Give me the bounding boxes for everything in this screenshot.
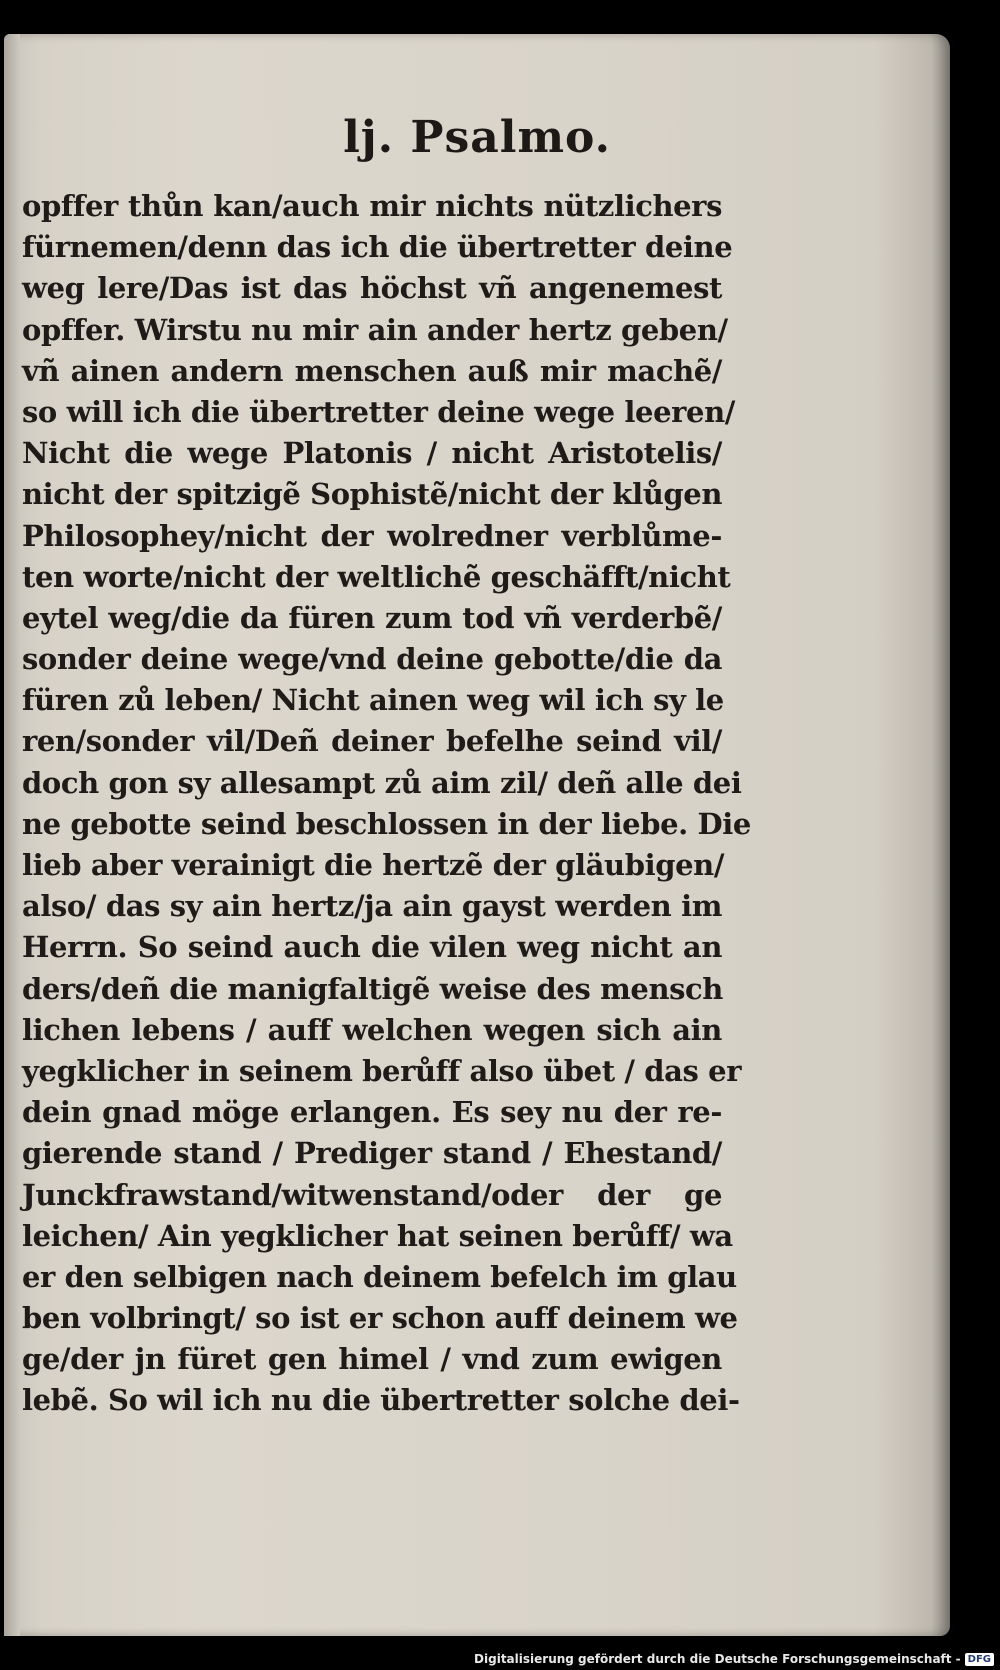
text-line: füren zů leben/ Nicht ainen weg wil ich sy le — [22, 683, 724, 718]
text-line: so will ich die übertretter deine wege leeren/ — [22, 394, 735, 429]
funding-text: Digitalisierung gefördert durch die Deutsche Forschungsgemeinschaft - — [474, 1652, 961, 1666]
text-line: weg lere/Das ist das höchst vñ angenemest — [22, 271, 722, 306]
text-line: Nicht die wege Platonis / nicht Aristotelis/ — [22, 436, 722, 471]
page-header: lj. Psalmo. — [343, 112, 611, 163]
text-line: sonder deine wege/vnd deine gebotte/die da — [22, 642, 722, 677]
text-line: fürnemen/denn das ich die übertretter deine — [22, 230, 733, 265]
page-binding-edge — [4, 34, 20, 1636]
text-line: er den selbigen nach deinem befelch im glau — [22, 1259, 737, 1294]
text-line: eytel weg/die da füren zum tod vñ verderbẽ/ — [22, 600, 722, 635]
text-line: nicht der spitzigẽ Sophistẽ/nicht der klůgen — [22, 477, 723, 512]
text-line: dein gnad möge erlangen. Es sey nu der re- — [22, 1095, 722, 1130]
text-line: lieb aber verainigt die hertzẽ der gläubigen/ — [22, 848, 725, 882]
text-line: ne gebotte seind beschlossen in der liebe. Die — [22, 806, 751, 841]
funding-credit — [474, 1652, 994, 1666]
text-line: also/ das sy ain hertz/ja ain gayst werden im — [22, 889, 722, 924]
text-line: vñ ainen andern menschen auß mir machẽ/ — [22, 353, 722, 388]
text-line: ren/sonder vil/Deñ deiner befelhe seind vil/ — [22, 724, 722, 759]
text-line: Philosophey/nicht der wolredner verblůme- — [22, 518, 722, 553]
text-line: leichen/ Ain yegklicher hat seinen berůff/ wa — [22, 1218, 733, 1253]
dfg-logo: DFG — [965, 1653, 994, 1666]
text-line: lichen lebens / auff welchen wegen sich ain — [22, 1012, 722, 1047]
text-line: gierende stand / Prediger stand / Ehestand/ — [22, 1136, 722, 1171]
book-page — [4, 34, 950, 1636]
text-line: ge/der jn füret gen himel / vnd zum ewigen — [22, 1342, 722, 1377]
text-line: ben volbringt/ so ist er schon auff deinem we — [22, 1301, 738, 1336]
text-line: ten worte/nicht der weltlichẽ geschäfft/nicht — [22, 559, 731, 594]
text-line: opffer. Wirstu nu mir ain ander hertz geben/ — [22, 312, 728, 347]
text-line: lebẽ. So wil ich nu die übertretter solche dei- — [22, 1383, 740, 1418]
text-line: Herrn. So seind auch die vilen weg nicht an — [22, 930, 722, 965]
text-line: ders/deñ die manigfaltigẽ weise des mensch — [22, 971, 723, 1006]
text-line: doch gon sy allesampt zů aim zil/ deñ alle dei — [22, 765, 742, 800]
body-text — [22, 186, 751, 1422]
text-line: Junckfrawstand/witwenstand/oder der ge — [22, 1177, 722, 1212]
text-line: opffer thůn kan/auch mir nichts nützlichers — [22, 189, 722, 223]
text-line: yegklicher in seinem berůff also übet / das er — [22, 1053, 742, 1088]
